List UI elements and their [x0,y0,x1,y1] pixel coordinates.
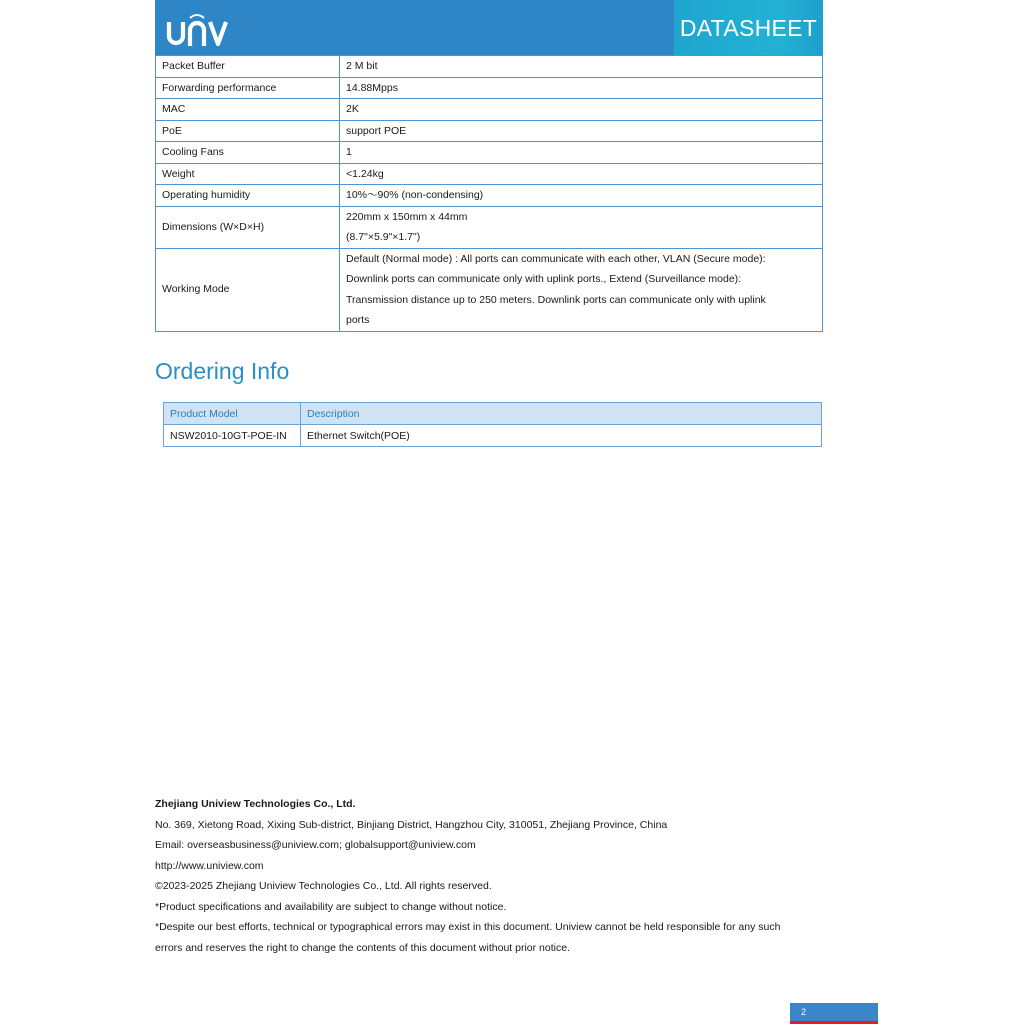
spec-value-line: ports [346,314,370,326]
spec-label: Operating humidity [156,185,340,207]
spec-value-line: 2 M bit [346,60,378,72]
spec-value-line: <1.24kg [346,167,384,180]
table-row [156,185,823,207]
company-email: Email: overseasbusiness@uniview.com; globalsupport@uniview.com [155,839,476,851]
spec-value [340,185,823,207]
spec-value-line: 1 [346,146,352,158]
disclaimer-errors-line1: *Despite our best efforts, technical or typographical errors may exist in this document. Uniview cannot be held responsible for any such [155,921,781,933]
table-row [156,206,823,248]
datasheet-label: DATASHEET [674,0,823,55]
spec-label: MAC [156,99,340,121]
spec-label: Dimensions (W×D×H) [156,206,340,248]
table-row [156,142,823,164]
spec-value [340,120,823,142]
disclaimer-specs: *Product specifications and availability are subject to change without notice. [155,900,507,913]
spec-value-line: (8.7"×5.9"×1.7") [346,231,421,243]
spec-value-line: Downlink ports can communicate only with uplink ports., Extend (Surveillance mode): [346,273,742,285]
spec-value-line: 2K [346,103,359,115]
spec-value [340,206,823,248]
spec-value [340,142,823,164]
spec-value-line: support POE [346,124,407,137]
spec-label: Cooling Fans [156,142,340,164]
table-row [156,99,823,121]
spec-label: PoE [156,120,340,142]
ordering-info-title: Ordering Info [155,358,290,384]
spec-value [340,99,823,121]
column-header-product-model: Product Model [164,403,301,425]
document-header [155,0,823,55]
company-address: No. 369, Xietong Road, Xixing Sub-district, Binjiang District, Hangzhou City, 310051, Zhejiang Province, China [155,818,668,831]
company-footer [155,794,835,958]
product-model-cell: NSW2010-10GT-POE-IN [164,425,301,447]
disclaimer-errors-line2: errors and reserves the right to change the contents of this document without prior notice. [155,941,570,954]
spec-value-line: Default (Normal mode) : All ports can communicate with each other, VLAN (Secure mode): [346,252,766,265]
table-row [156,77,823,99]
spec-value-line: Transmission distance up to 250 meters. Downlink ports can communicate only with uplink [346,293,766,306]
description-cell: Ethernet Switch(POE) [301,425,822,447]
table-row [156,248,823,331]
table-row [156,56,823,78]
table-row [156,163,823,185]
spec-label: Forwarding performance [156,77,340,99]
spec-value [340,163,823,185]
spec-value [340,56,823,78]
spec-label: Working Mode [156,248,340,331]
spec-label: Packet Buffer [156,56,340,78]
page-number: 2 [790,1003,878,1024]
spec-table [155,55,823,332]
ordering-header-row [164,403,822,425]
spec-value [340,248,823,331]
table-row [164,425,822,447]
spec-value [340,77,823,99]
spec-label: Weight [156,163,340,185]
table-row [156,120,823,142]
uniview-logo [165,6,235,50]
spec-value-line: 220mm x 150mm x 44mm [346,210,468,223]
copyright: ©2023-2025 Zhejiang Uniview Technologies Co., Ltd. All rights reserved. [155,880,492,892]
spec-value-line: 14.88Mpps [346,81,398,94]
spec-value-line: 10%～90% (non-condensing) [346,189,484,201]
column-header-description: Description [301,403,822,425]
company-website: http://www.uniview.com [155,859,264,872]
ordering-table [163,402,822,447]
company-name: Zhejiang Uniview Technologies Co., Ltd. [155,798,356,810]
